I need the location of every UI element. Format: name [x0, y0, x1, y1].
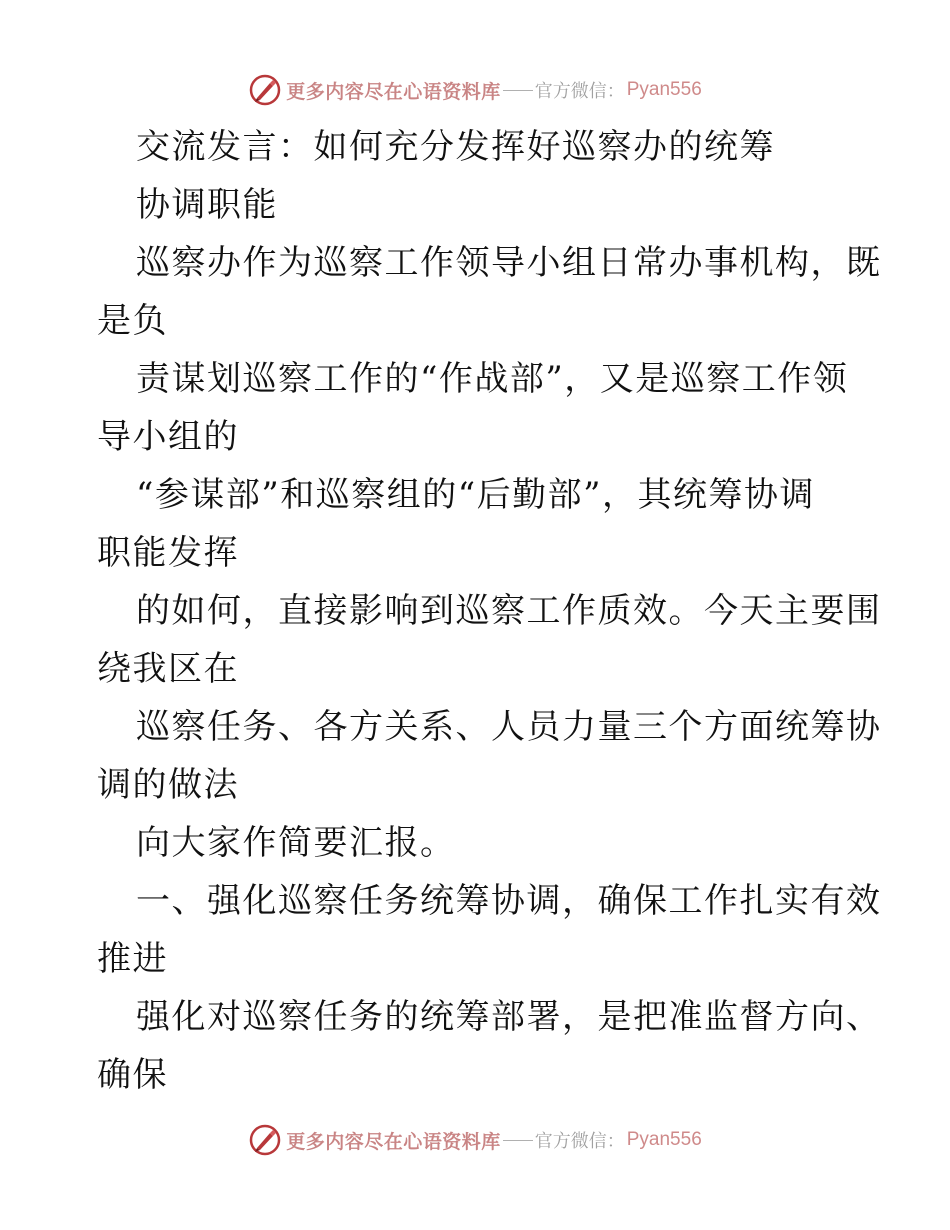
pen-logo-icon — [248, 73, 282, 107]
banner-site-text: 更多内容尽在心语资料库 — [286, 1130, 501, 1153]
banner-divider — [503, 90, 533, 91]
paragraph-line: 导小组的 — [97, 417, 239, 457]
paragraph-line: 强化对巡察任务的统筹部署，是把准监督方向、 — [136, 997, 882, 1037]
paragraph-line: “参谋部”和巡察组的“后勤部”，其统筹协调 — [136, 475, 816, 515]
pen-logo-icon — [248, 1123, 282, 1157]
banner-official-label: 官方微信： — [534, 1131, 625, 1152]
footer-banner — [0, 1120, 950, 1160]
banner-official-label: 官方微信： — [534, 81, 625, 102]
banner-wechat-id: Pyan556 — [626, 79, 702, 100]
paragraph-line: 巡察任务、各方关系、人员力量三个方面统筹协 — [136, 707, 882, 747]
title-line-1: 交流发言：如何充分发挥好巡察办的统筹 — [136, 127, 775, 167]
title-line-2: 协调职能 — [136, 185, 278, 225]
paragraph-line: 向大家作简要汇报。 — [136, 823, 456, 863]
paragraph-line: 职能发挥 — [97, 533, 239, 573]
section-heading-cont: 推进 — [97, 939, 168, 979]
banner-site-text: 更多内容尽在心语资料库 — [286, 80, 501, 103]
paragraph-line: 是负 — [97, 301, 168, 341]
banner-divider — [503, 1140, 533, 1141]
section-heading: 一、强化巡察任务统筹协调，确保工作扎实有效 — [136, 881, 882, 921]
paragraph-line: 确保 — [97, 1055, 168, 1095]
paragraph-line: 的如何，直接影响到巡察工作质效。今天主要围 — [136, 591, 882, 631]
paragraph-line: 调的做法 — [97, 765, 239, 805]
paragraph-line: 巡察办作为巡察工作领导小组日常办事机构，既 — [136, 243, 882, 283]
banner-wechat-id: Pyan556 — [626, 1129, 702, 1150]
header-banner — [0, 70, 950, 110]
paragraph-line: 绕我区在 — [97, 649, 239, 689]
paragraph-line: 责谋划巡察工作的“作战部”，又是巡察工作领 — [136, 359, 849, 399]
